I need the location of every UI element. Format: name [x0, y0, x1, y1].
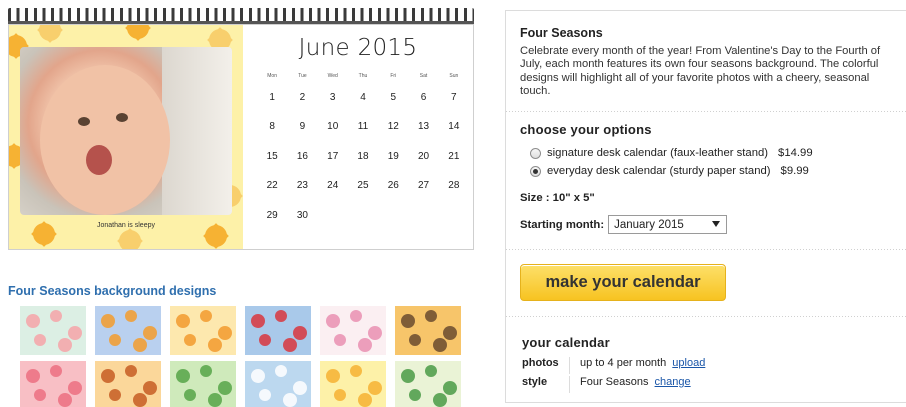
divider [506, 111, 906, 112]
radio-everyday[interactable] [530, 166, 541, 177]
style-row [522, 376, 691, 393]
option-everyday[interactable] [530, 165, 809, 177]
radio-signature[interactable] [530, 148, 541, 159]
week-row [257, 175, 469, 196]
day-cell [318, 205, 348, 226]
day-cell: 1 [269, 92, 275, 103]
weekday-label: Wed [327, 73, 338, 79]
design-swatch-snowflakes[interactable] [245, 361, 311, 407]
day-cell: 20 [417, 150, 430, 162]
design-swatch-beach-balls[interactable] [95, 306, 161, 355]
your-calendar-title: your calendar [522, 335, 610, 350]
option-label: signature desk calendar (faux-leather stand) [547, 147, 769, 159]
weekday-label: Mon [267, 73, 277, 79]
designs-title: Four Seasons background designs [8, 284, 217, 298]
design-swatch-bats[interactable] [395, 306, 461, 355]
starting-month-value: January 2015 [614, 218, 684, 231]
day-cell: 26 [387, 180, 399, 192]
option-signature[interactable] [530, 147, 813, 159]
day-cell: 2 [299, 92, 306, 103]
day-cell: 7 [451, 92, 457, 103]
day-cell: 12 [387, 121, 399, 133]
design-swatch-trees[interactable] [395, 361, 461, 407]
option-price: $14.99 [778, 147, 813, 159]
day-cell: 25 [357, 180, 369, 192]
day-cell: 21 [448, 150, 460, 162]
photo-caption: Jonathan is sleepy [97, 222, 155, 229]
design-swatch-shamrocks[interactable] [170, 361, 236, 407]
calendar-page [8, 24, 474, 250]
dropdown-arrow-icon [712, 221, 720, 227]
option-price: $9.99 [780, 165, 809, 177]
make-calendar-button[interactable]: make your calendar [520, 264, 726, 301]
divider [506, 316, 906, 317]
day-cell: 4 [360, 92, 366, 103]
day-cell: 30 [296, 209, 308, 221]
design-swatch-ornaments[interactable] [245, 306, 311, 355]
day-cell: 19 [387, 150, 399, 162]
upload-link[interactable]: upload [672, 357, 706, 369]
day-cell: 15 [266, 150, 278, 162]
day-cell: 18 [357, 150, 369, 162]
day-cell: 14 [448, 121, 460, 133]
options-panel [505, 10, 906, 403]
weeks [257, 87, 469, 226]
day-cell [439, 205, 469, 226]
day-cell: 17 [327, 150, 339, 162]
week-row [257, 116, 469, 137]
starting-month-select[interactable] [608, 215, 727, 234]
weekday-label: Fri [390, 73, 397, 79]
options-heading: choose your options [520, 122, 652, 137]
day-cell: 10 [327, 121, 339, 133]
calendar-preview [8, 8, 474, 250]
week-row [257, 205, 469, 226]
weekday-label: Sun [449, 73, 459, 79]
day-cell: 9 [299, 121, 306, 133]
month-grid [257, 73, 469, 226]
weekday-label: Thu [358, 73, 368, 79]
product-description: Celebrate every month of the year! From Valentine's Day to the Fourth of July, each month features its own four seasons background. The colorful designs will highlight all of your favorite photos with a cheery, seasonal touch. [520, 45, 881, 97]
design-swatch-suns[interactable] [320, 361, 386, 407]
product-title: Four Seasons [520, 26, 603, 40]
day-cell: 22 [266, 180, 278, 192]
style-label: style [522, 376, 570, 393]
day-cell: 24 [327, 180, 339, 192]
day-cell: 29 [266, 209, 278, 221]
size-row [520, 192, 595, 204]
design-swatch-pumpkins[interactable] [170, 306, 236, 355]
day-cell: 5 [390, 92, 397, 103]
size-label: Size : [520, 192, 550, 204]
change-style-link[interactable]: change [654, 376, 691, 388]
day-cell: 6 [420, 92, 427, 103]
divider [506, 249, 906, 250]
day-cell: 28 [448, 180, 460, 192]
day-cell: 13 [417, 121, 430, 133]
design-swatches [20, 306, 462, 407]
week-row [257, 87, 469, 108]
design-swatch-tulips[interactable] [20, 306, 86, 355]
day-cell: 8 [269, 121, 275, 133]
day-cell: 11 [357, 121, 369, 133]
design-swatch-leaves[interactable] [95, 361, 161, 407]
design-swatch-flowers[interactable] [320, 306, 386, 355]
weekday-label: Sat [419, 73, 428, 79]
photo-panel [9, 25, 243, 249]
day-cell [348, 205, 378, 226]
photos-value: up to 4 per month [580, 357, 667, 369]
day-cell: 27 [417, 180, 430, 192]
photos-row [522, 357, 705, 374]
weekday-label: Tue [298, 73, 307, 79]
option-label: everyday desk calendar (sturdy paper stand) [547, 165, 771, 177]
day-cell [408, 205, 438, 226]
starting-month-label: Starting month: [520, 218, 605, 231]
day-cell [378, 205, 408, 226]
baby-photo[interactable] [20, 47, 232, 215]
week-row [257, 146, 469, 167]
month-title: June 2015 [298, 35, 418, 61]
style-value: Four Seasons [580, 376, 649, 388]
weekday-header [257, 73, 469, 79]
size-value: 10" x 5" [552, 192, 595, 204]
month-grid-panel [243, 25, 473, 249]
starting-month-row [520, 215, 727, 234]
day-cell: 23 [296, 180, 308, 192]
design-swatch-hearts[interactable] [20, 361, 86, 407]
day-cell: 3 [329, 92, 336, 103]
photos-label: photos [522, 357, 570, 374]
day-cell: 16 [296, 150, 308, 162]
